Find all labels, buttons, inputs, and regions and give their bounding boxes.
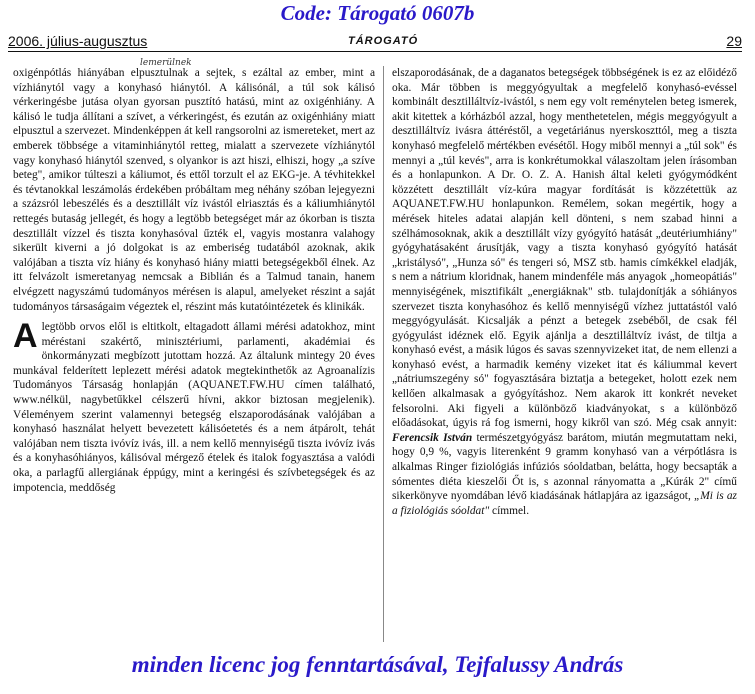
closing-word: címmel. (492, 504, 530, 517)
book-title: „Mi is az a fiziológiás sóoldat" (392, 490, 737, 517)
code-label: Code: Tárogató 0607b (280, 1, 475, 25)
right-column (392, 66, 737, 518)
page-number: 29 (726, 33, 742, 49)
left-paragraph-1: oxigénpótlás hiányában elpusztulnak a sejtek, s ezáltal az ember, mint a vízhiánytól vagy a konyhasó hiánytól. A kálisónál, a túl sok kálisó vérkeringésbe jutása olyan gyorsan pusztító hatású, mint az oxigénhiány. A kálisó le tudja állítani a szívet, a vérkeringést, és ezután az oxigénhiány miatt elpusztul a szervezet. Mindenképpen át kell rangsorolni az ismereteket, mert az emberek többsége a vitaminhiánytól retteg, mialatt a szervezete vízhiánytól vagy konyhasó hiánytól szenved, s olyankor is azt hiszi, elhiszi, hogy „a szíve beteg", amikor túlteszi a káliumot, és ettől torzult el az EKG-je. A tévhitekkel és tévtanokkal leszámolás érdekében próbáltam meg néhány szóban lejegyezni a százsról lebeszélés és a desztillált víz ivástól elriasztás és a káliumhiánytól rettegés butaság jellegét, és hogy a legtöbb betegséget már az ókorban is tiszta desztillált vízzel és tiszta konyhasóval űzték el, vagyis mostanra valahogy sikerült kiverni a jó dolgokat is az emberiség tudatából azoknak, akik valójában a tiszta víz hiány és konyhasó hiány miatti betegségekből élnek. Az itt felvázolt ismeretanyag nemcsak a Biblián és a Talmud tanain, hanem elvégzett nagyszámú tudományos mérésen is alapul, amelyeket részint a saját tudományos társaságaim végeztek el, részint más kutatóintézetek és klinikák. (13, 67, 375, 313)
drop-cap: A (13, 317, 38, 356)
column-divider (383, 66, 384, 642)
handwritten-note: lemerülnek (140, 58, 192, 68)
header-rule (8, 51, 742, 52)
issue-date: 2006. július-augusztus (8, 33, 148, 49)
left-paragraph-2-text: legtöbb orvos elől is eltitkolt, eltagadott állami mérési adatokhoz, mint méréstani szakértő, minisztériumi, parlamenti, akadémiai és önkormányzati megbízott jutottam hozzá. Az általunk mintegy 20 éves munkával felderített leplezett mérési adatok megtekinthetők az Agroanalízis Tudományos Társaság honlapján (AQUANET.FW.HU címen található, www.nélkül, nagybetűkkel célszerű hívni, akkor biztosan megjelenik). Véleményem szerint valamennyi betegség elszaporodásának valójában a konyhasó használat helyett bevezetett kálisóetetés és a nem átpárolt, tehát valójában nem tiszta ivóvíz ivás, ill. a nem kellő mennyiségű tiszta ivóvíz ivás és a konyhasóhiányos, kálisóval mérgező ételek és italok fogyasztása a valódi oka, a parlagfű allergiának éppúgy, mint a keringési és szívbetegségek és az impotencia, meddőség (13, 321, 375, 494)
left-paragraph-2 (13, 317, 375, 495)
right-paragraph-1-text: elszaporodásának, de a daganatos betegségek többségének is ez az előidéző oka. Már többen is meggyógyultak a megfelelő konyhasó-evéssel kombinált desztilláltvíz-ivástól, s nem egy volt reménytelen beteg ismerek, akit kitettek a kórházból azzal, hogy menthetetelen, mégis meggyógyult a desztilláltvíz ivásra áttéréstől, a vegetáriánus nyerskoszttól, meg a tiszta konyhasó megfelelő mértékben evésétől. Hogy miből mennyi a „túl sok" és mennyi a „túl kevés", arra is konkrétumokkal válaszoltam jelen írásomban és a honlapunkon. A Dr. O. Z. A. Hanish által keleti gyógymódként közzétett desztillált víz-kúra magyar fordítását is közzétettük az AQUANET.FW.HU honlapunkon. Remélem, sokan megértik, hogy a mérések hiteles adatai alapján kell dönteni, s nem szabad hinni a szélhámosoknak, akik a desztillált vízy gyógyító hatását „deutériumhiány" gyógyhatásaként árusítják, vagy a tiszta konyhasó gyógyító hatását „kristálysó", „Hunza só" és tengeri só, MSZ stb. hamis címkékkel eladják, s nem a nátrium kloridnak, hanem mindenféle más anyagok „homeopátiás" mennyiségének, misztifikált „energiáknak" stb. tulajdonítják a sóhiányos szervezet tiszta konyhasóhoz és kellő mennyiségű vízhez juttatástól való meggyógyulását. Kicsalják a pénzt a betegek zsebéből, de csak fél gyógyulást idéznek elő. Egyik ajánlja a desztilláltvíz ivást, de tiltja a konyhasó evést, a másik lúgos és savas szennyvizeket itat, de nem ellenzi a konyhasó evést, a harmadik kemény vizeket itat és káliummal kevert „nátriumszegény só" fogyasztására biztatja a betegeket, holott ezek nem kellően alkalmasak a gyógyításhoz. Nem akarok itt konkrét neveket felsorolni. Aki figyeli a különböző kiadványokat, s a különböző előadásokat, úgyis rá fog ismerni, hogy kikről van szó. Még csak annyit: (392, 67, 737, 430)
right-paragraph-1 (392, 66, 737, 518)
right-paragraph-1-tail: természetgyógyász barátom, miután megmutattam neki, hogy 0,9 %, vagyis literenként 9 gramm konyhasó van a vérpótlásra is alkalmas Ringer fiziológiás infúziós sóoldatban, belátta, hogy becsapták a sómentes diéta kieszelői Őt is, s azonnal rányomatta a „Kúrák 2" című sikerkönyve nyomdában lévő kiadásának hátlapjára az igazságot, (392, 431, 737, 503)
person-name: Ferencsik István (392, 431, 473, 444)
footer-copyright: minden licenc jog fenntartásával, Tejfalussy András (131, 652, 624, 677)
left-column (13, 66, 375, 495)
magazine-name: TÁROGATÓ (348, 35, 419, 47)
